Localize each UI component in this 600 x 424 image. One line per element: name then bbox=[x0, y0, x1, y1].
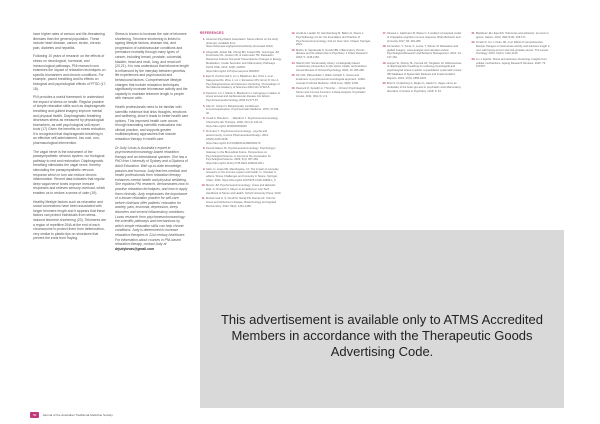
author-bio-text: Dr Judy Lovas is Australia's expert in psychoneuroimmunology-based relaxation therapy and an international speaker. She has a PhD from University of Sydney and a Diploma of Adult Education. With up-to-date knowledge, passion and humour, Judy teaches medical and health professionals from relaxation therapy enhances mental health and physical wellbeing. She explains PNI research, demonstrates how to practise relaxation techniques, and how to apply them clinically. Judy emphasises the importance of a known relaxation practice for self-care before clinicians offer patients' relaxation for anxiety, pain, insomnia, depression, sleep disorders and several inflammatory conditions. Lovas research from psychoneuroimmunology: the scientific pathways and mechanisms by which simple relaxation skills can help chronic conditions. Judy is determined to increase relaxation therapies in 21st century healthcare. For information about courses in PNI-based relaxation therapy, contact Judy at bbox=[115, 145, 189, 247]
article-column-2 bbox=[115, 32, 189, 255]
reference-item: 3. Epel N, Parzormeid F, Lin J, Blackburn EH, Ortro J, et al. Sakuyama DG, Zhou J, Lin J, Esmanson RS, Ernor R, Kim A. Psychological stress and telomere shortening. Proceedings of the National Academy of Sciences 2004;101:17312-5. bbox=[206, 75, 282, 90]
paragraph: The vagal nerve is the instrument of the parasympathetic nervous system, our biological pathway to rest and restoration. Diaphragmatic breathing stimulates the vagal nerve, thereby stimulating the parasympathetic nervous response which in turn can reduce chronic inflammation. Recent data indicates that regular deep vagal nerve tones improve immune responses and relieves sensory overload, which enables us to restore a sense of calm (19). bbox=[33, 149, 106, 195]
advertisement-notice: This advertisement is available only to ATMS Accredited Members in accordance with the Therapeutic Goods Advertising Code. bbox=[220, 312, 544, 359]
reference-item: 20. Breit S, Kupferberg A, Rogler G, Hasler G. Vagus nerve as modulator of the brain-gut axis in psychiatric and inflammatory disorders. Frontiers in Psychiatry. 2018; 9: 44. bbox=[387, 82, 463, 93]
journal-name: Journal of the Australian Traditional-Medicine Society bbox=[42, 412, 113, 417]
references-column-4 bbox=[470, 32, 552, 71]
reference-item: 17. Strauss L, Gathmann B, Weiss C. A resilient conceptual model of integrative-cognitive immune response. Brain Behavior and Immunity 2017; 66: 281-289. bbox=[387, 32, 463, 43]
paragraph: Health professionals need to be familiar with scientific evidence that links thoughts, emotions and wellbeing, since it leads to better health care options. This improved health care occurs through translating scientific evaluations into clinical practice, and supports greater multidisciplinary approaches that include relaxation therapy in health care. bbox=[115, 104, 189, 142]
reference-item: 10. Mercer JM. Psychoneuroimmunology: stress and allostatic load. In: Ninevich V. Meyer et al Hardcover, Ann Tech Handbook of Stress and Health. Oxford University Press; 2019. bbox=[206, 184, 282, 195]
reference-item: 1. American Psychiatric Association. Stress effects on the body (Internet). Available from: https://www.apa.org/topics/stress/body (Accessed 2022). bbox=[206, 38, 282, 49]
references-column-3 bbox=[381, 32, 463, 95]
reference-item: 14. Slavich GM. Social safety theory: a biologically based evolutionary perspective on life stress, health, and behavior. Annual Review of Clinical Psychology. 2020; 16: 265-295. bbox=[296, 62, 372, 73]
author-email-link[interactable]: drjudylovas@gmail.com bbox=[115, 246, 155, 251]
paragraph: Healthy lifestyle factors such as relaxation and social connections have been associated with longer telomere length and it appears that these factors can protect individuals from stress-induced telomere shortening (20). Telomeres are a region of repetitive DNA at the end of each chromosome to protect them from deterioration, very similar to plastic tips on shoelaces that prevent the ends from fraying. bbox=[33, 199, 107, 241]
references-column-2 bbox=[290, 32, 372, 100]
reference-item: 8. Kiecolt-Glaser JK. Psychoneuroimmunology: Psychology's Gateway to the Biomedical Future. Perspectives on Psychological Science: A Journal of the Association for Psychological Science. 2009; 4(4): 367-369 https://doi.org/10.1111/j.1745-6924.2009.01139.x bbox=[206, 147, 282, 166]
reference-item: 19. Hopper SI, Murray SL, Ferrara LR, Singleton JK. Effectiveness of diaphragmatic breathing for reducing physiological and psychological stress in adults: a quantitative systematic review. JBI Database of Systematic Reviews and Implementation Reports. 2019; 17(9): 1855-1876. bbox=[387, 62, 463, 81]
page-footer bbox=[30, 411, 113, 418]
reference-item: 7. Zimmarin T. Psychoneuroimmunology - psyche and autoimmunity. Current Pharmaceutical Design. 2012; 18(29):4445-4448. https://doi.org/10.2174/138161212802502170 bbox=[206, 130, 282, 145]
reference-item: 11. Mohammad H. S. Dundi M. Naraji PD, Damla GK. Chronic stress and Alzheimer's disease. Biotechnology and Applied Biochemistry. 2022; 69(4): 1451-1458. bbox=[206, 197, 282, 208]
reference-item: 21. Blackburn EH, Epel ES. Telomeres and adversity: too toxic to ignore. Nature. 2012; 490(7419): 169-171. bbox=[476, 32, 552, 40]
article-column-1 bbox=[33, 32, 107, 245]
reference-item: 18. Fernandez, V, Tuma, K, Lucas, T, Shinar, M. Relaxation and guided imagery: meta-analysis and narrative review. Psychological Research and Behavior Management. 2021; 14: 137-152. bbox=[387, 45, 463, 60]
reference-item: 9. Salvi, H. Lewis NE, Mandrayeka, CJ. The impact of everyday stressors on the immune system and health. In: Choukèr A, editors. Stress Challenges and Immunity in Space. Springer, Cham; 2020. https://doi.org/10.1007/978-3-030-16996-1_6 bbox=[206, 168, 282, 183]
advertisement-placeholder bbox=[200, 230, 564, 408]
reference-item: 12. Anotik E, Lautkin NI, Hamblenberg M, Baltun H, Steel LL. Psychotherapy of Life: the Foundation and Practice of Psychoneuroimmunology. 2nd ed. New York: Chapel: Springer; 2021. bbox=[296, 32, 372, 47]
page-number-badge: 50 bbox=[30, 412, 39, 418]
paragraph: have higher rates of serious and life-threatening illnesses than the general population. These include heart disease, cancer, stroke, chronic pain, diabetes and hepatitis. bbox=[33, 32, 105, 50]
reference-item: 4. Pereira F, Lin J, Martin A, Blackburn H. Cell aging in relation to stress arousal and cardiovascular disease risk factors. Psychoneuroendocrinology 2006;31:277-87. bbox=[206, 92, 282, 103]
paragraph: Following 10 years of research on the effects of stress on neurological, hormonal, and immunological pathways, PNI research now examines the impact of relaxation techniques on specific biomarkers and chronic conditions. For example, paced breathing and its effects on biological and psychological effects of PTSD (17, 18). bbox=[33, 54, 107, 91]
reference-item: 15. Kim MA, Pikkuenblatt J, Rabin-Schaidr K. Stress and loneliness: A psychoneuroimmunological approach. JAMA: Journal of Clinical Medicine. 2019 June: 30(8): 1009. bbox=[296, 74, 372, 85]
author-bio bbox=[115, 146, 189, 252]
references-heading: REFERENCES bbox=[200, 31, 224, 35]
paragraph: Stress is known to increase the rate of telomere shortening. Telomere shortening is linked to ageing lifestyle factors, disease risk, and progression of cardiovascular conditions and premature mortality through many types of cancer, including breast, prostate, colorectal, bladder, head and neck, lung, and renal cell (20,21). It is now understood that telomere length is influenced by the interplay between genetics, life experiences and psychosocial and behavioural factors. Comprehensive lifestyle changes that include relaxation techniques significantly increase telomerase activity and the capacity to maintain telomere length in people with immune cells. bbox=[115, 32, 189, 101]
paragraph: PNI provides a useful framework to understand the impact of stress on health. Regular practice of simple relaxation skills such as diaphragmatic breathing and guided imagery improve mental and physical health. Diaphragmatic breathing decreases stress as measured by physiological biomarkers, as well psychological self-report tools (17) Given the benefits on stress reduction, it is recognised that diaphragmatic breathing is an effective self-administered, low cost, non-pharmacological intervention. bbox=[33, 95, 106, 146]
reference-item: 23. Lin J, Epel E. Stress and telomere shortening: Insights from cellular mechanisms. Ageing Research Reviews. 2022; 73: 101507. bbox=[476, 58, 552, 69]
reference-item: 16. Peacock R, Spradlin A. Thrombo ... Chronic Psychological Stress and Immune Function: A Meta-Analysis. Psychiatric Annals. 2011; 30(2-3): 2-3. bbox=[296, 87, 372, 98]
reference-item: 13. Martin, E. Sepúlveda N, Gurvitz BB. Inflammatory chronic disease and its relationship to Psychiatry. J Inflam Research 2018; 5: 1145-1152. bbox=[296, 49, 372, 60]
references-column-1 bbox=[200, 32, 282, 210]
reference-item: 22. Ornish D, Lin J, Chan JM, et al. Effect of comprehensive lifestyle changes on telomerase activity and telomere length in men with biopsy-proven low-risk prostate cancer. The Lancet Oncology. 2013; 14(11): 1112-1120. bbox=[476, 41, 552, 56]
reference-item: 5. Ader R. Cohen N. Behaviourally conditioned immunosuppression. Psychosomatic Medicine. 1975; 37:333-40. bbox=[206, 105, 282, 116]
reference-item: 6. Yousfi A, Brenda-F; ... Mandrum J. Psychoneuroimmunology. Chemische der Therapie. 2006; 21(1-2):133-41. https://doi.org/10.1159/000092030 bbox=[206, 117, 282, 128]
reference-item: 2. Ahaya ER, Apkah DE, Chung BN, Joseph RN, Grenimger JM, Frushmeier DL, Hesson IR, & Litsinmeier TM. Relaxation Response Induces Temporal Transcriptome Changes in Energy Metabolism, Insulin Secretion and Inflammatory Pathways. PLOS ONE. 2013; 12(5): e62817. https://doi.org/10.1371/journal.pone.0062817 bbox=[206, 51, 282, 74]
